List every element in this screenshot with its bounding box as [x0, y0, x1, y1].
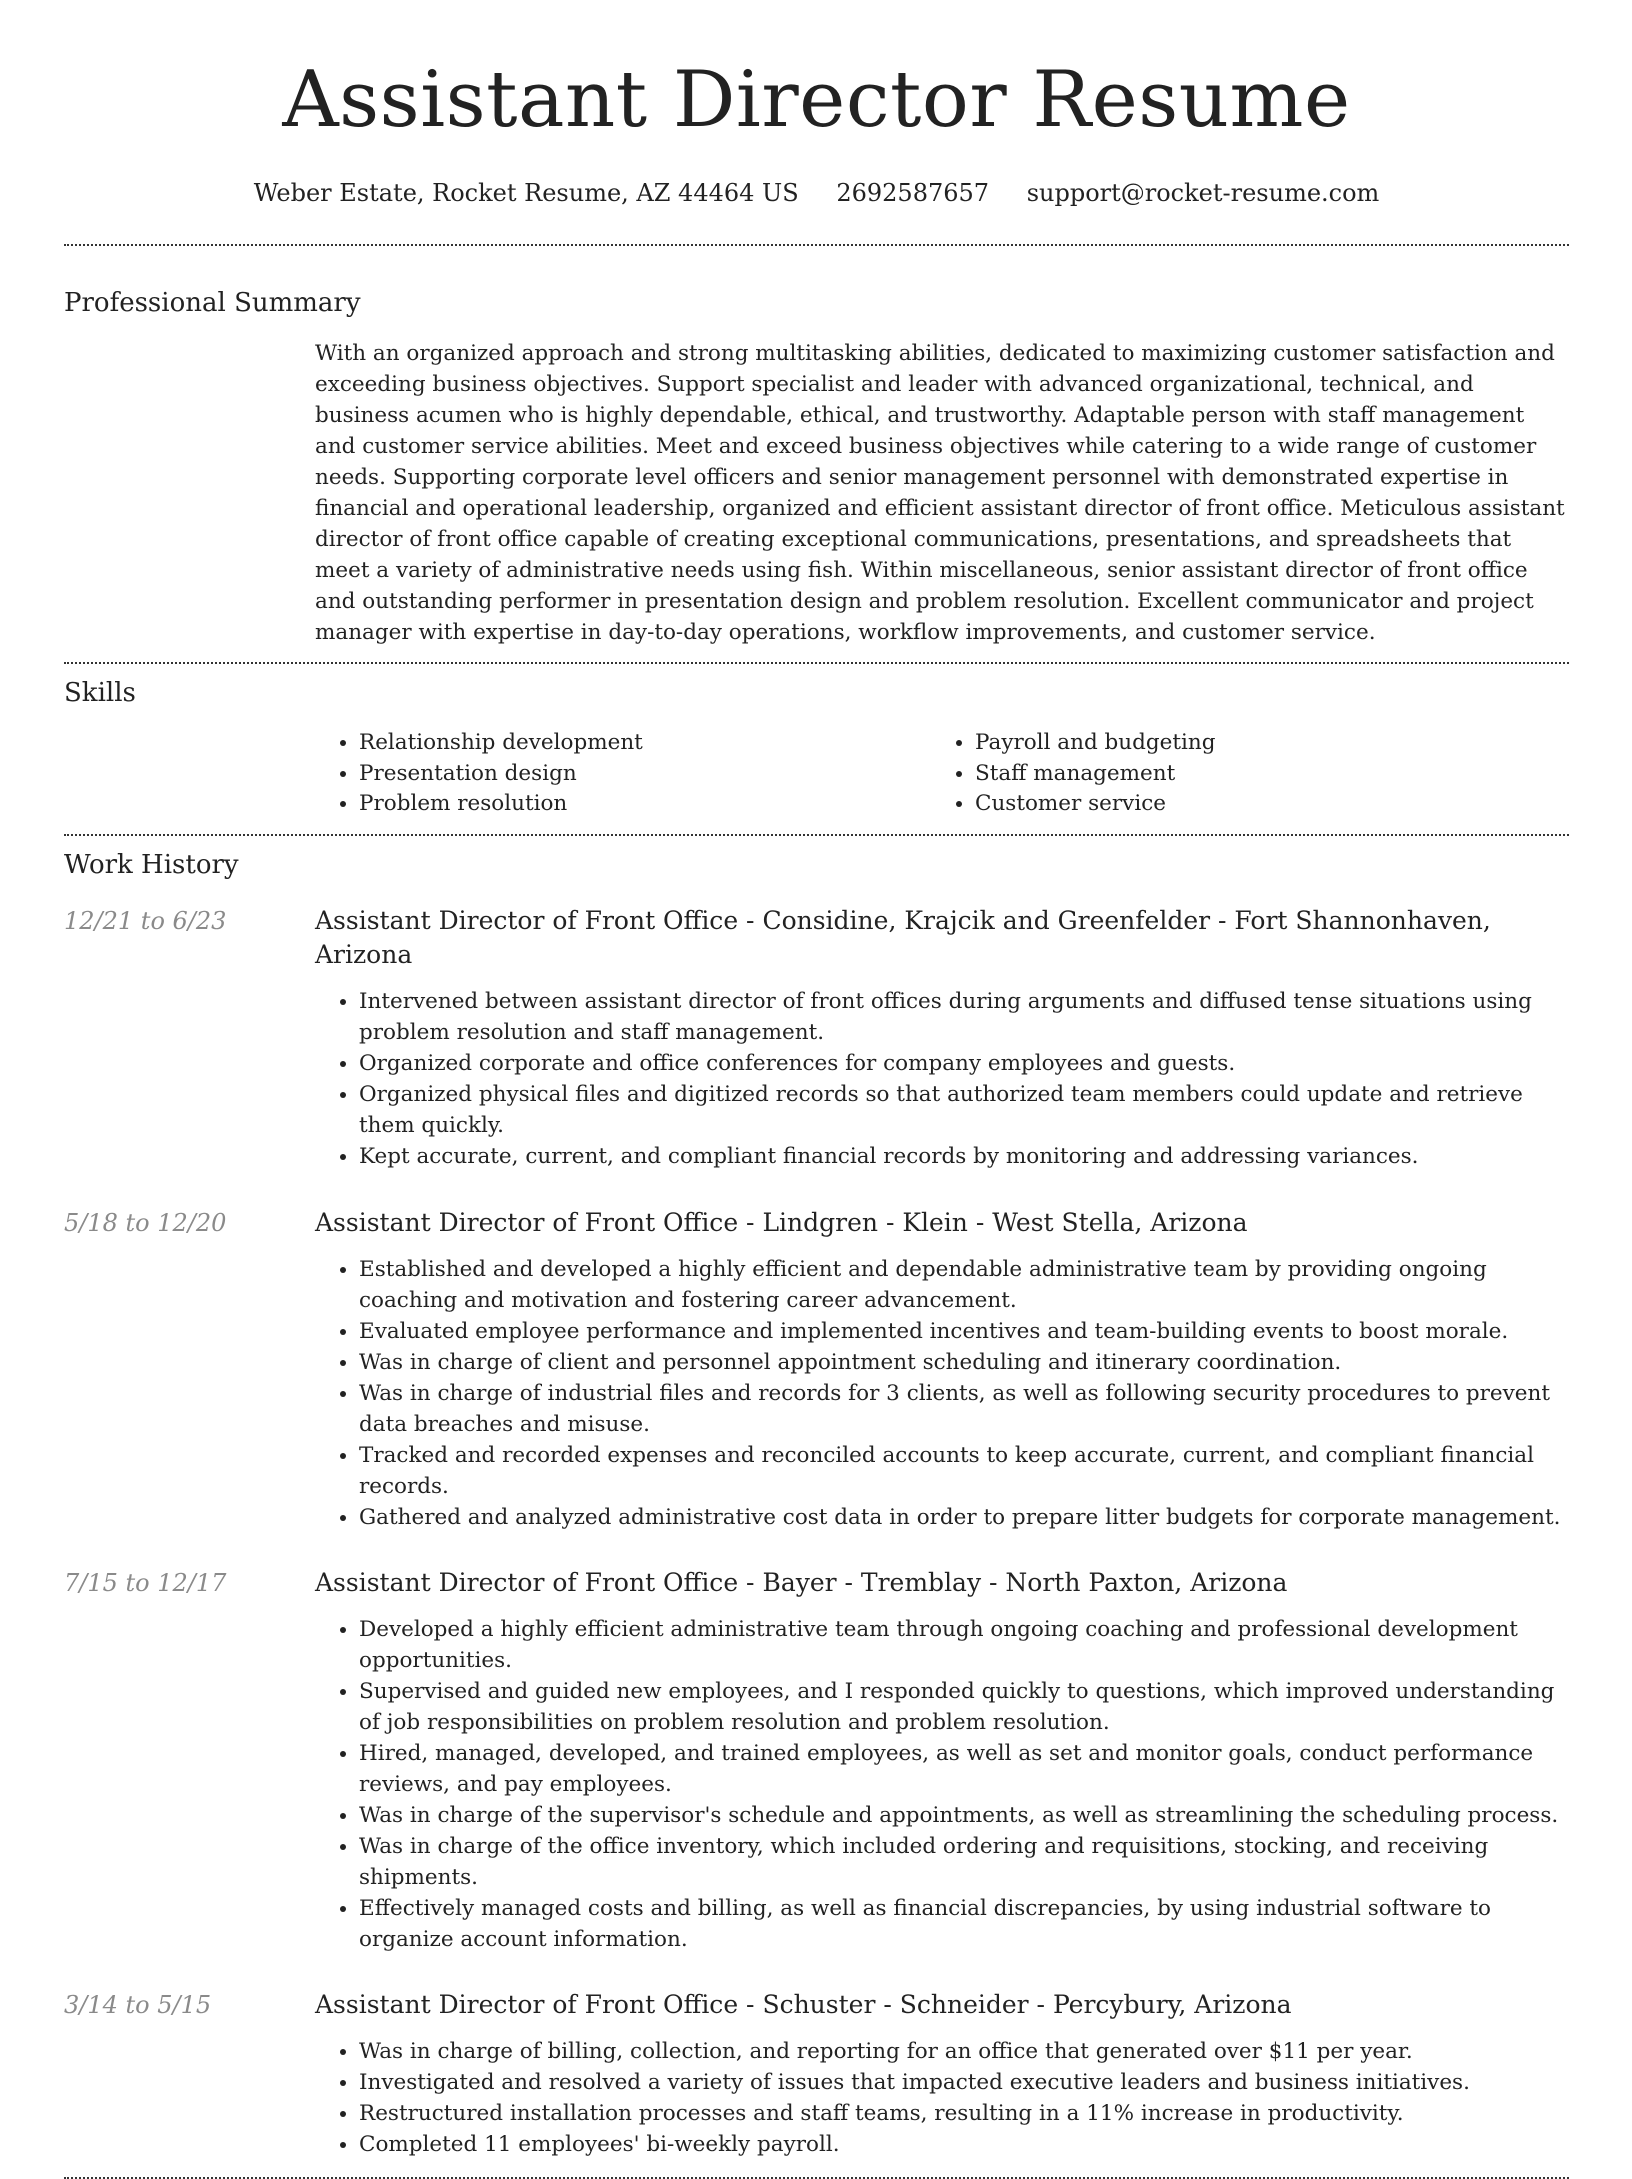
divider — [64, 662, 1569, 664]
job-bullet: • Established and developed a highly efficient and dependable administrative team by providing ongoing coaching and motivation and fostering career advancement. — [359, 1254, 1569, 1316]
job-bullet: • Organized physical files and digitized records so that authorized team members could update and retrieve them quickly. — [359, 1079, 1569, 1141]
section-title-skills: Skills — [64, 678, 136, 708]
job-entry — [64, 1988, 1569, 2160]
skills-grid — [315, 728, 1569, 820]
divider — [64, 834, 1569, 836]
skill-item: • Customer service — [975, 789, 1547, 820]
skill-item: • Problem resolution — [359, 789, 931, 820]
skills-column-left — [315, 728, 931, 820]
section-title-work-history: Work History — [64, 849, 239, 880]
job-bullet: • Completed 11 employees' bi-weekly payroll. — [359, 2129, 1569, 2160]
job-bullet: • Evaluated employee performance and implemented incentives and team-building events to boost morale. — [359, 1316, 1569, 1347]
job-bullets — [315, 1254, 1569, 1533]
job-bullet: • Was in charge of the office inventory, which included ordering and requisitions, stocking, and receiving shipments. — [359, 1831, 1569, 1893]
job-bullet: • Effectively managed costs and billing, as well as financial discrepancies, by using industrial software to organize account information. — [359, 1893, 1569, 1955]
job-details — [315, 1566, 1569, 1955]
skill-item: • Relationship development — [359, 728, 931, 759]
job-bullets — [315, 986, 1569, 1172]
job-bullet: • Tracked and recorded expenses and reconciled accounts to keep accurate, current, and compliant financial records. — [359, 1440, 1569, 1502]
contact-email: support@rocket-resume.com — [1026, 179, 1380, 207]
job-dates: 5/18 to 12/20 — [64, 1208, 227, 1237]
job-bullet: • Was in charge of billing, collection, and reporting for an office that generated over $11 per year. — [359, 2036, 1569, 2067]
job-dates: 3/14 to 5/15 — [64, 1990, 212, 2019]
divider — [64, 2177, 1569, 2179]
job-bullet: • Developed a highly efficient administrative team through ongoing coaching and professional development opportunities. — [359, 1614, 1569, 1676]
job-bullet: • Was in charge of industrial files and records for 3 clients, as well as following security procedures to prevent data breaches and misuse. — [359, 1378, 1569, 1440]
job-bullet: • Intervened between assistant director of front offices during arguments and diffused tense situations using problem resolution and staff management. — [359, 986, 1569, 1048]
job-bullet: • Restructured installation processes and staff teams, resulting in a 11% increase in productivity. — [359, 2098, 1569, 2129]
summary-text: With an organized approach and strong multitasking abilities, dedicated to maximizing customer satisfaction and exceeding business objectives. Support specialist and leader with advanced organizational, technical, and business acumen who is highly dependable, ethical, and trustworthy. Adaptable person with staff management and customer service abilities. Meet and exceed business objectives while catering to a wide range of customer needs. Supporting corporate level officers and senior management personnel with demonstrated expertise in financial and operational leadership, organized and efficient assistant director of front office. Meticulous assistant director of front office capable of creating exceptional communications, presentations, and spreadsheets that meet a variety of administrative needs using fish. Within miscellaneous, senior assistant director of front office and outstanding performer in presentation design and problem resolution. Excellent communicator and project manager with expertise in day-to-day operations, workflow improvements, and customer service. — [315, 341, 1565, 645]
resume-page — [64, 0, 1569, 2179]
job-details — [315, 904, 1569, 1172]
job-bullet: • Hired, managed, developed, and trained employees, as well as set and monitor goals, conduct performance reviews, and pay employees. — [359, 1738, 1569, 1800]
skill-item: • Presentation design — [359, 759, 931, 790]
job-bullets — [315, 2036, 1569, 2160]
job-heading: Assistant Director of Front Office - Bayer - Tremblay - North Paxton, Arizona — [315, 1567, 1288, 1597]
job-bullet: • Organized corporate and office conferences for company employees and guests. — [359, 1048, 1569, 1079]
contact-address: Weber Estate, Rocket Resume, AZ 44464 US — [253, 179, 799, 207]
job-bullet: • Supervised and guided new employees, and I responded quickly to questions, which improved understanding of job responsibilities on problem resolution and problem resolution. — [359, 1676, 1569, 1738]
job-entry — [64, 1206, 1569, 1533]
job-bullets — [315, 1614, 1569, 1955]
job-bullet: • Kept accurate, current, and compliant financial records by monitoring and addressing variances. — [359, 1141, 1569, 1172]
skill-item: • Payroll and budgeting — [975, 728, 1547, 759]
contact-line — [64, 176, 1569, 210]
skills-column-right — [931, 728, 1547, 820]
job-bullet: • Was in charge of the supervisor's schedule and appointments, as well as streamlining the scheduling process. — [359, 1800, 1569, 1831]
job-bullet: • Was in charge of client and personnel appointment scheduling and itinerary coordination. — [359, 1347, 1569, 1378]
job-details — [315, 1206, 1569, 1533]
job-bullet: • Investigated and resolved a variety of issues that impacted executive leaders and business initiatives. — [359, 2067, 1569, 2098]
section-title-summary: Professional Summary — [64, 288, 361, 318]
skill-item: • Staff management — [975, 759, 1547, 790]
job-heading: Assistant Director of Front Office - Schuster - Schneider - Percybury, Arizona — [315, 1989, 1292, 2019]
contact-phone: 2692587657 — [836, 179, 990, 207]
job-dates: 7/15 to 12/17 — [64, 1568, 227, 1597]
job-dates: 12/21 to 6/23 — [64, 906, 227, 935]
job-bullet: • Gathered and analyzed administrative cost data in order to prepare litter budgets for corporate management. — [359, 1502, 1569, 1533]
job-heading: Assistant Director of Front Office - Lindgren - Klein - West Stella, Arizona — [315, 1207, 1248, 1237]
job-entry — [64, 1566, 1569, 1955]
job-details — [315, 1988, 1569, 2160]
resume-title: Assistant Director Resume — [282, 55, 1351, 145]
job-entry — [64, 904, 1569, 1172]
divider — [64, 244, 1569, 246]
job-heading: Assistant Director of Front Office - Considine, Krajcik and Greenfelder - Fort Shannonhaven, Arizona — [315, 905, 1491, 969]
